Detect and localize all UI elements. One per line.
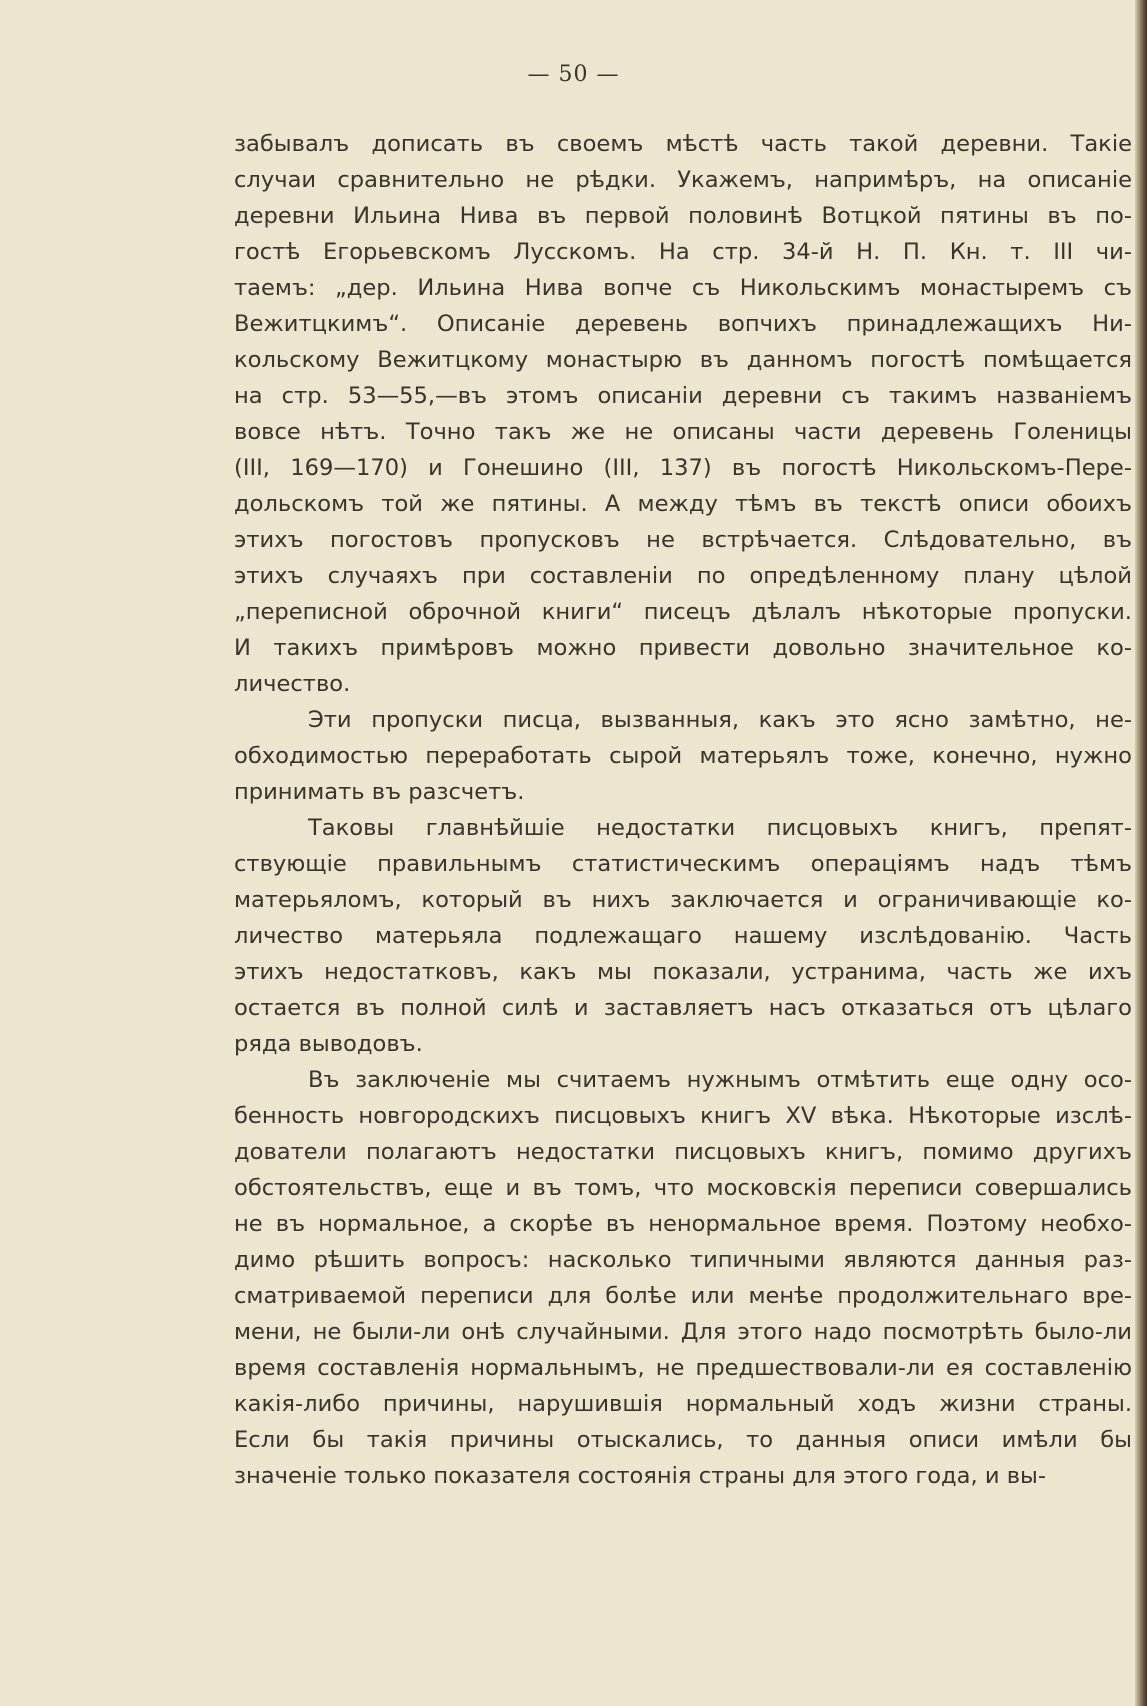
paragraph (234, 126, 1132, 702)
text-line: этихъ погостовъ пропусковъ не встрѣчается. Слѣдовательно, въ (234, 527, 1132, 553)
text-line: ряда выводовъ. (234, 1031, 423, 1057)
text-line: обстоятельствъ, еще и въ томъ, что московскія переписи совершались (234, 1175, 1132, 1201)
paragraph (234, 1062, 1132, 1494)
text-line: личество. (234, 671, 351, 697)
text-line: ствующіе правильнымъ статистическимъ операціямъ надъ тѣмъ (234, 851, 1132, 877)
text-line: этихъ недостатковъ, какъ мы показали, устранима, часть же ихъ (234, 959, 1132, 985)
text-line: обходимостью переработать сырой матерьялъ тоже, конечно, нужно (234, 743, 1132, 769)
text-line: матерьяломъ, который въ нихъ заключается и ограничивающіе ко- (234, 887, 1132, 913)
text-line: забывалъ дописать въ своемъ мѣстѣ часть такой деревни. Такіе (234, 131, 1132, 157)
paragraph (234, 702, 1132, 810)
text-line: Таковы главнѣйшіе недостатки писцовыхъ книгъ, препят- (308, 815, 1132, 841)
text-line: дольскомъ той же пятины. А между тѣмъ въ текстѣ описи обоихъ (234, 491, 1132, 517)
text-line: бенность новгородскихъ писцовыхъ книгъ XV вѣка. Нѣкоторые изслѣ- (234, 1103, 1132, 1129)
text-line: личество матерьяла подлежащаго нашему изслѣдованію. Часть (234, 923, 1132, 949)
text-line: деревни Ильина Нива въ первой половинѣ Вотцкой пятины въ по- (234, 203, 1132, 229)
text-line: гостѣ Егорьевскомъ Лусскомъ. На стр. 34-й Н. П. Кн. т. III чи- (234, 239, 1132, 265)
text-line: сматриваемой переписи для болѣе или менѣе продолжительнаго вре- (234, 1283, 1132, 1309)
text-line: Если бы такія причины отыскались, то данныя описи имѣли бы (234, 1427, 1132, 1453)
text-line: „переписной оброчной книги“ писецъ дѣлалъ нѣкоторые пропуски. (234, 599, 1132, 625)
text-line: какія-либо причины, нарушившія нормальный ходъ жизни страны. (234, 1391, 1132, 1417)
text-line: дователи полагаютъ недостатки писцовыхъ книгъ, помимо другихъ (234, 1139, 1132, 1165)
body-text (234, 126, 1132, 1494)
text-line: вовсе нѣтъ. Точно такъ же не описаны части деревень Голеницы (234, 419, 1132, 445)
text-line: случаи сравнительно не рѣдки. Укажемъ, напримѣръ, на описаніе (234, 167, 1132, 193)
text-line: этихъ случаяхъ при составленіи по опредѣленному плану цѣлой (234, 563, 1132, 589)
text-line: (III, 169—170) и Гонешино (III, 137) въ погостѣ Никольскомъ-Пере- (234, 455, 1132, 481)
text-line: мени, не были-ли онѣ случайными. Для этого надо посмотрѣть было-ли (234, 1319, 1132, 1345)
text-line: таемъ: „дер. Ильина Нива вопче съ Никольскимъ монастыремъ съ (234, 275, 1132, 301)
page-number: — 50 — (527, 62, 620, 87)
text-line: И такихъ примѣровъ можно привести довольно значительное ко- (234, 635, 1132, 661)
text-line: Эти пропуски писца, вызванныя, какъ это ясно замѣтно, не- (308, 707, 1132, 733)
paragraph (234, 810, 1132, 1062)
text-line: димо рѣшить вопросъ: насколько типичными являются данныя раз- (234, 1247, 1132, 1273)
text-line: время составленія нормальнымъ, не предшествовали-ли ея составленію (234, 1355, 1132, 1381)
text-line: принимать въ разсчетъ. (234, 779, 525, 805)
text-line: кольскому Вежитцкому монастырю въ данномъ погостѣ помѣщается (234, 347, 1132, 373)
text-line: Вежитцкимъ“. Описаніе деревень вопчихъ принадлежащихъ Ни- (234, 311, 1132, 337)
text-line: Въ заключеніе мы считаемъ нужнымъ отмѣтить еще одну осо- (308, 1067, 1132, 1093)
text-line: значеніе только показателя состоянія страны для этого года, и вы- (234, 1463, 1047, 1489)
page-edge-shadow (1135, 0, 1147, 1706)
text-line: на стр. 53—55,—въ этомъ описаніи деревни съ такимъ названіемъ (234, 383, 1132, 409)
text-line: остается въ полной силѣ и заставляетъ насъ отказаться отъ цѣлаго (234, 995, 1132, 1021)
text-line: не въ нормальное, а скорѣе въ ненормальное время. Поэтому необхо- (234, 1211, 1132, 1237)
